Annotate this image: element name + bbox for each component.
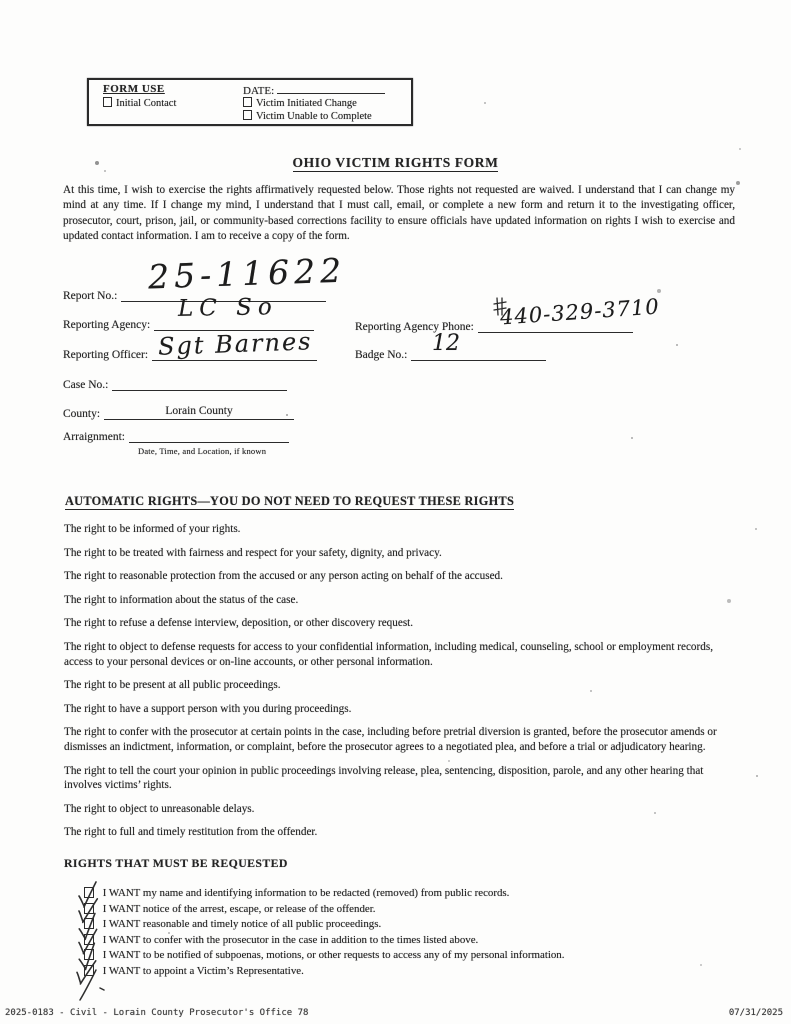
checkbox: [84, 917, 95, 927]
checkbox: [84, 886, 95, 896]
arraignment-line: [129, 430, 289, 443]
requested-right-label: I WANT to appoint a Victim’s Representative.: [102, 964, 304, 977]
scan-noise: [0, 0, 2, 2]
form-use-box: [87, 78, 413, 126]
checkbox: [84, 902, 95, 912]
option-victim-unable-to-complete-label: Victim Unable to Complete: [256, 111, 372, 122]
form-use-title: FORM USE: [103, 83, 165, 95]
checkmark-tail-stroke: [78, 970, 108, 1004]
automatic-right-item: The right to be treated with fairness and respect for your safety, dignity, and privacy.: [64, 546, 442, 559]
footer-date: 07/31/2025: [728, 1008, 783, 1018]
arraignment-caption: Date, Time, and Location, if known: [138, 446, 267, 456]
date-label: DATE:: [243, 85, 275, 97]
county-row: [63, 405, 294, 420]
intro-paragraph: At this time, I wish to exercise the rights affirmatively requested below. Those rights not requested are waived. I understand that I can change my mind at any time. If I change my mind, I understand that I must call, email, or complete a new form and return it to the investigating officer, prosecutor, court, prison, jail, or community-based corrections facility to ensure officials have updated information on rights I wish to exercise and updated contact information. I am to receive a copy of the form.: [63, 184, 735, 242]
automatic-right-item: The right to object to defense requests for access to your confidential information, including medical, counseling, school or employment records, access to your personal devices or on-line accounts, or other personal information.: [64, 640, 714, 668]
requested-right-label: I WANT reasonable and timely notice of all public proceedings.: [102, 918, 382, 931]
automatic-rights-list: [64, 522, 740, 849]
county-label: County:: [63, 408, 101, 420]
county-value: Lorain County: [165, 405, 233, 417]
automatic-right-item: The right to tell the court your opinion in public proceedings involving release, plea, sentencing, disposition, parole, and any other hearing that involves victims’ rights.: [64, 764, 704, 792]
requested-right-row: [84, 964, 744, 980]
automatic-right-item: The right to information about the status of the case.: [64, 593, 299, 606]
arraignment-label: Arraignment:: [63, 431, 125, 443]
requested-right-row: [84, 902, 744, 918]
automatic-right-item: The right to confer with the prosecutor at certain points in the case, including before pretrial diversion is granted, before the prosecutor amends or dismisses an indictment, information, or complaint, before the prosecutor agrees to a negotiated plea, and before a trial or adjudicatory hearing.: [64, 726, 717, 753]
case-no-line: [112, 378, 287, 391]
case-no-label: Case No.:: [63, 379, 109, 391]
requested-rights-heading: RIGHTS THAT MUST BE REQUESTED: [64, 856, 288, 870]
requested-right-row: [84, 933, 744, 949]
report-no-handwritten-value: 25-11622: [147, 250, 347, 297]
option-victim-initiated-change-label: Victim Initiated Change: [256, 98, 357, 109]
badge-no-label: Badge No.:: [355, 349, 408, 361]
reporting-officer-handwritten-value: Sgt Barnes: [157, 327, 313, 361]
date-blank-line: [277, 83, 385, 94]
agency-phone-label: Reporting Agency Phone:: [355, 321, 474, 333]
checkbox-victim-unable-to-complete: [243, 110, 252, 120]
automatic-right-item: The right to full and timely restitution from the offender.: [64, 826, 318, 839]
arraignment-row: [63, 430, 289, 443]
automatic-right-item: The right to object to unreasonable delays.: [64, 802, 255, 815]
requested-right-label: I WANT to confer with the prosecutor in the case in addition to the times listed above.: [102, 933, 479, 946]
badge-no-handwritten-value: 12: [432, 331, 460, 356]
case-no-row: [63, 378, 287, 391]
requested-right-row: [84, 886, 744, 902]
requested-right-label: I WANT to be notified of subpoenas, motions, or other requests to access any of my personal information.: [102, 949, 565, 962]
requested-right-label: I WANT notice of the arrest, escape, or release of the offender.: [102, 902, 376, 915]
automatic-rights-heading: AUTOMATIC RIGHTS—YOU DO NOT NEED TO REQUEST THESE RIGHTS: [65, 494, 515, 508]
county-line: [104, 405, 294, 420]
agency-phone-handwritten-value: 440-329-3710: [499, 294, 661, 330]
requested-right-label: I WANT my name and identifying information to be redacted (removed) from public records.: [102, 887, 510, 899]
reporting-officer-label: Reporting Officer:: [63, 349, 149, 361]
checkbox-victim-initiated-change: [243, 97, 252, 107]
automatic-right-item: The right to be present at all public proceedings.: [64, 679, 281, 692]
requested-right-row: [84, 948, 744, 964]
automatic-right-item: The right to be informed of your rights.: [64, 523, 241, 535]
phone-overwrite-scribble: [494, 297, 506, 317]
reporting-agency-handwritten-value: LC So: [177, 294, 279, 322]
page-title: OHIO VICTIM RIGHTS FORM: [292, 155, 499, 170]
automatic-right-item: The right to have a support person with you during proceedings.: [64, 702, 352, 715]
reporting-agency-label: Reporting Agency:: [63, 319, 151, 331]
footer-case-reference: 2025-0183 - Civil - Lorain County Prosecutor's Office 78: [5, 1008, 309, 1018]
automatic-right-item: The right to reasonable protection from the accused or any person acting on behalf of the accused.: [64, 570, 503, 583]
requested-right-row: [84, 917, 744, 933]
automatic-right-item: The right to refuse a defense interview, deposition, or other discovery request.: [64, 617, 414, 630]
requested-rights-list: [84, 886, 744, 980]
report-no-label: Report No.:: [63, 290, 118, 302]
checkbox-initial-contact: [103, 97, 112, 107]
option-initial-contact-label: Initial Contact: [116, 98, 177, 109]
